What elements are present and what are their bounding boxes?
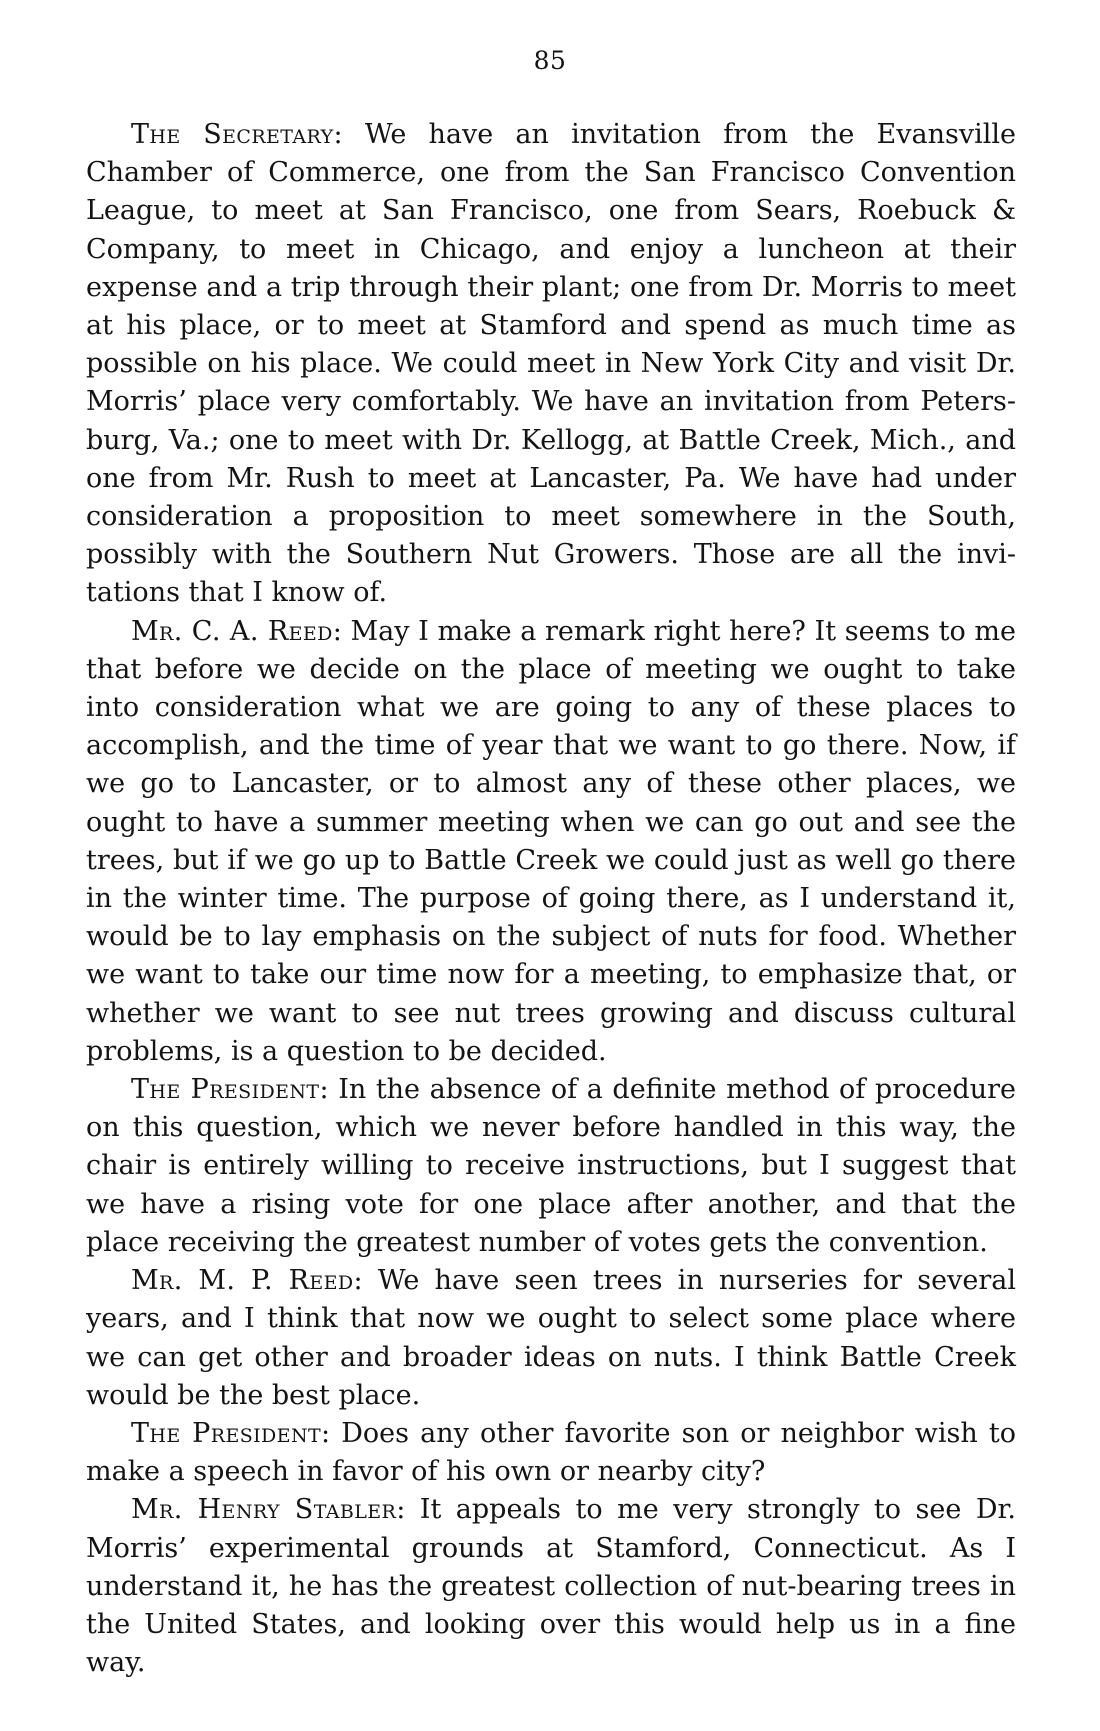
page-number: 85 (533, 46, 567, 75)
speaker-name: Mr. M. P. Reed (131, 1265, 354, 1297)
paragraph-henry-stabler-stamford (86, 1491, 1016, 1682)
speaker-separator: : (319, 1074, 339, 1106)
speaker-name: Mr. C. A. Reed (131, 615, 333, 647)
speaker-name: The President (131, 1074, 320, 1106)
speech-text: May I make a remark right here? It seems to me that before we decide on the place of meeting we ought to take into consideration what we are going to any of these places to accomplish, and the time of year that we want to go there. Now, if we go to Lancaster, or to almost any of these other places, we ought to have a summer meeting when we can go out and see the trees, but if we go up to Battle Creek we could just as well go there in the winter time. The purpose of going there, as I understand it, would be to lay emphasis on the subject of nuts for food. Whether we want to take our time now for a meeting, to emphasize that, or whether we want to see nut trees growing and discuss cultural problems, is a question to be decided. (86, 615, 1016, 1067)
paragraph-president-question (86, 1415, 1016, 1491)
transcript-body (86, 116, 1016, 1682)
speech-text: Does any other favorite son or neighbor wish to make a speech in favor of his own or nearby city? (86, 1417, 1016, 1488)
speaker-name: Mr. Henry Stabler (131, 1494, 397, 1526)
speaker-separator: : (321, 1417, 342, 1449)
paragraph-president-procedure (86, 1071, 1016, 1262)
speech-text: We have seen trees in nurseries for several years, and I think that now we ought to select some place where we can get other and broader ideas on nuts. I think Battle Creek would be the best place. (86, 1265, 1016, 1411)
speaker-separator: : (332, 615, 351, 647)
paragraph-secretary-invitations (86, 116, 1016, 613)
speech-text: In the absence of a definite method of procedure on this question, which we never before handled in this way, the chair is entirely willing to receive instructions, but I suggest that we have a rising vote for one place after another, and that the place receiving the greatest number of votes gets the convention. (86, 1074, 1016, 1258)
speaker-separator: : (333, 119, 365, 150)
paragraph-m-p-reed-battle-creek (86, 1262, 1016, 1415)
speech-text: We have an invitation from the Evansville Chamber of Commerce, one from the San Francisco Convention League, to meet at San Francisco, one from Sears, Roebuck & Company, to meet in Chicago, and enjoy a luncheon at their expense and a trip through their plant; one from Dr. Morris to meet at his place, or to meet at Stamford and spend as much time as possible on his place. We could meet in New York City and visit Dr. Morris’ place very comfortably. We have an invitation from Petersburg, Va.; one to meet with Dr. Kellogg, at Battle Creek, Mich., and one from Mr. Rush to meet at Lancaster, Pa. We have had under consideration a proposition to meet somewhere in the South, possibly with the Southern Nut Growers. Those are all the invitations that I know of. (86, 119, 1016, 609)
speaker-separator: : (353, 1265, 378, 1297)
paragraph-c-a-reed-remark (86, 613, 1016, 1071)
speaker-name: The Secretary (131, 119, 334, 150)
speaker-name: The President (131, 1417, 322, 1449)
speaker-separator: : (396, 1494, 420, 1526)
speech-text: It appeals to me very strongly to see Dr. Morris’ experimental grounds at Stamford, Connecticut. As I understand it, he has the greatest collection of nut-bearing trees in the United States, and looking over this would help us in a fine way. (86, 1494, 1016, 1679)
